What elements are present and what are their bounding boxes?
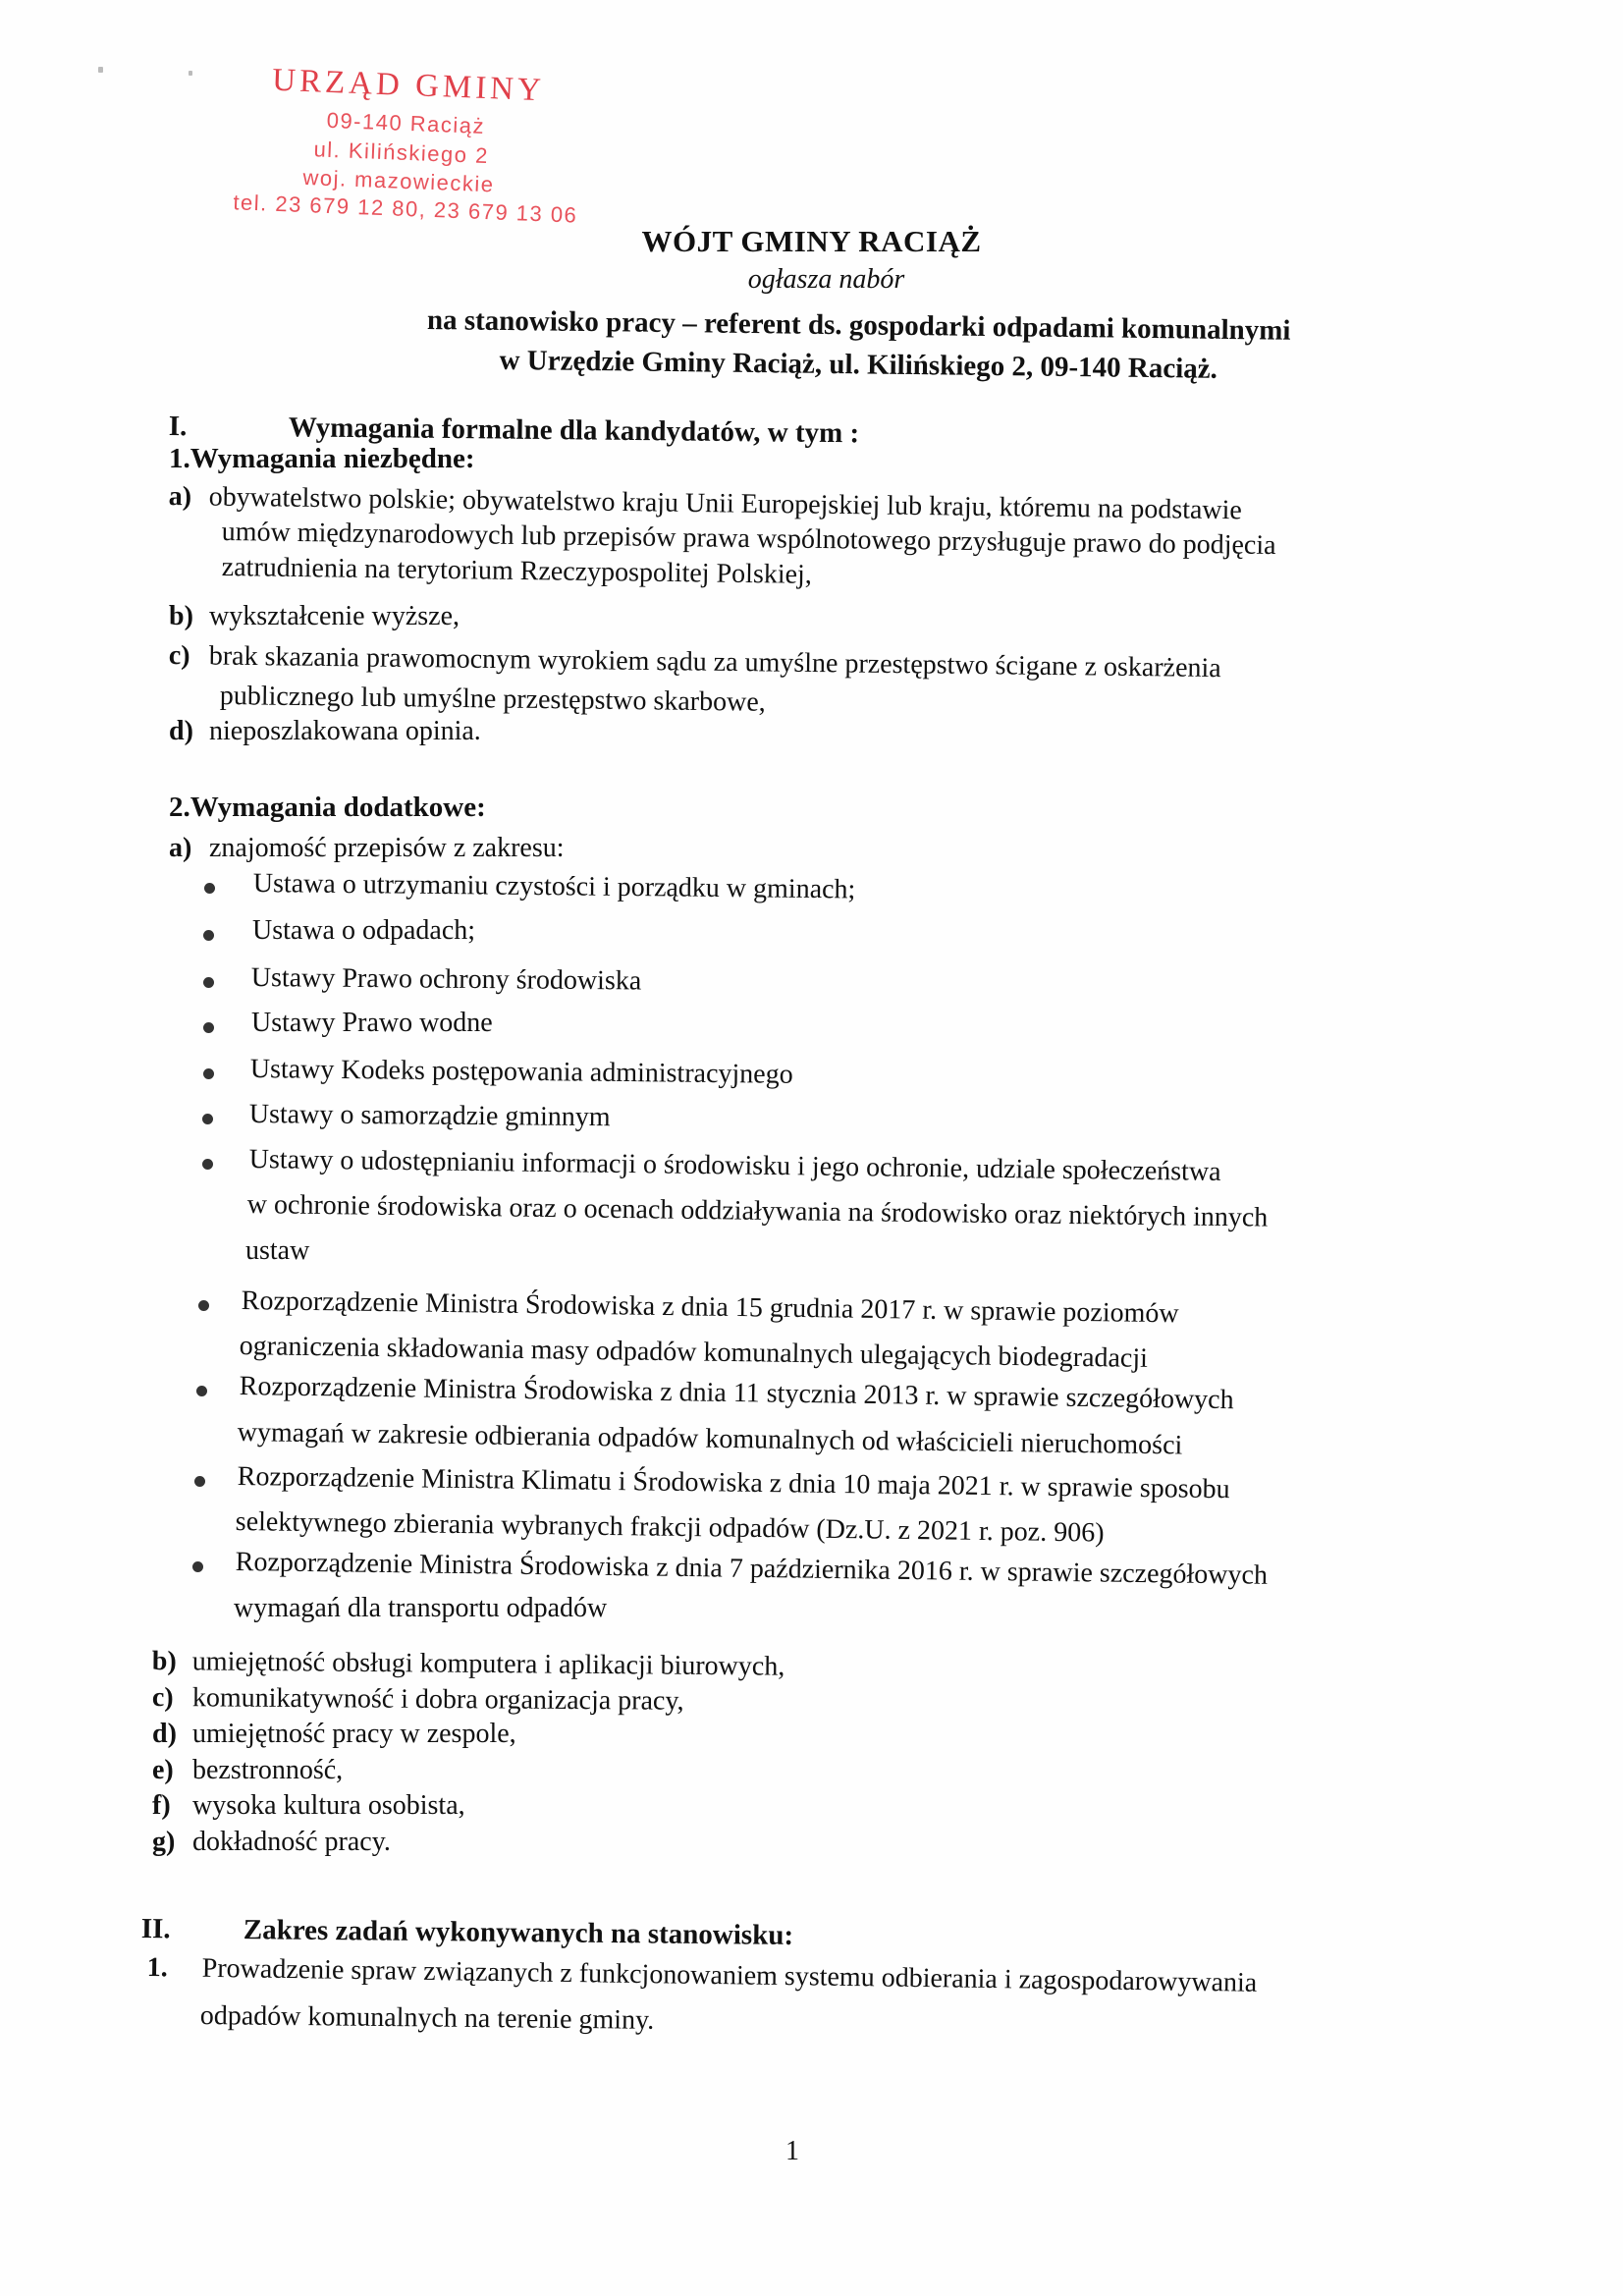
regulation-item: Ustawy o samorządzie gminnym bbox=[248, 1099, 611, 1133]
regulation-item: Ustawa o utrzymaniu czystości i porządku w gminach; bbox=[252, 868, 856, 905]
bullet-icon bbox=[192, 1561, 203, 1572]
requirement-item bbox=[152, 1790, 465, 1822]
page-number: 1 bbox=[785, 2136, 799, 2166]
bullet-icon bbox=[204, 883, 215, 894]
item-label: e) bbox=[152, 1755, 174, 1785]
requirement-item bbox=[169, 601, 460, 632]
section-number: II. bbox=[140, 1913, 171, 1945]
item-label: b) bbox=[151, 1646, 177, 1677]
scan-artifact bbox=[98, 67, 103, 73]
section-heading bbox=[141, 1913, 794, 1952]
item-label: d) bbox=[152, 1719, 177, 1749]
requirement-item bbox=[152, 1646, 785, 1683]
regulation-item-continuation: wymagań w zakresie odbierania odpadów komunalnych od właścicieli nieruchomości bbox=[237, 1417, 1183, 1461]
bullet-icon bbox=[196, 1386, 207, 1396]
bullet-icon bbox=[202, 1114, 213, 1124]
position-description bbox=[348, 300, 1370, 391]
regulation-item: Rozporządzenie Ministra Środowiska z dnia 15 grudnia 2017 r. w sprawie poziomów bbox=[241, 1285, 1179, 1330]
regulation-item-continuation: w ochronie środowiska oraz o ocenach oddziaływania na środowisko oraz niektórych innych bbox=[246, 1189, 1269, 1233]
office-stamp bbox=[231, 61, 643, 228]
requirement-item bbox=[152, 1827, 391, 1858]
regulation-item: Rozporządzenie Ministra Środowiska z dnia 7 października 2016 r. w sprawie szczegółowych bbox=[235, 1547, 1269, 1591]
regulation-item: Ustawy Prawo ochrony środowiska bbox=[250, 962, 642, 997]
item-text-continuation: odpadów komunalnych na terenie gminy. bbox=[199, 2000, 655, 2036]
item-text: obywatelstwo polskie; obywatelstwo kraju Unii Europejskiej lub kraju, któremu na podstawie bbox=[208, 481, 1243, 526]
item-text: nieposzlakowana opinia. bbox=[209, 716, 481, 746]
item-text: bezstronność, bbox=[192, 1755, 344, 1785]
bullet-icon bbox=[194, 1476, 205, 1487]
item-label: f) bbox=[152, 1790, 171, 1821]
item-label: b) bbox=[169, 601, 193, 631]
item-label: c) bbox=[168, 640, 190, 672]
item-label: c) bbox=[151, 1682, 174, 1714]
item-text: dokładność pracy. bbox=[192, 1827, 391, 1857]
regulation-item: Rozporządzenie Ministra Środowiska z dnia 11 stycznia 2013 r. w sprawie szczegółowych bbox=[239, 1371, 1234, 1416]
requirement-item bbox=[152, 1755, 343, 1786]
section-number: I. bbox=[168, 410, 188, 443]
item-text: umiejętność pracy w zespole, bbox=[192, 1719, 516, 1749]
bullet-icon bbox=[203, 977, 214, 988]
document-title: WÓJT GMINY RACIĄŻ bbox=[641, 224, 982, 258]
regulation-item: Ustawy Prawo wodne bbox=[251, 1008, 493, 1038]
bullet-icon bbox=[203, 1022, 214, 1033]
stamp-line: woj. mazowieckie bbox=[302, 164, 496, 197]
regulation-item: Ustawy o udostępnianiu informacji o środowisku i jego ochronie, udziale społeczeństwa bbox=[248, 1144, 1221, 1187]
stamp-line: tel. 23 679 12 80, 23 679 13 06 bbox=[233, 190, 578, 228]
bullet-icon bbox=[202, 1159, 213, 1170]
section-title: Wymagania formalne dla kandydatów, w tym : bbox=[288, 411, 860, 450]
bullet-icon bbox=[203, 930, 214, 941]
stamp-title: URZĄD GMINY bbox=[271, 62, 546, 109]
regulation-item-continuation: ustaw bbox=[245, 1235, 310, 1266]
section-title: Zakres zadań wykonywanych na stanowisku: bbox=[243, 1914, 794, 1951]
scan-artifact bbox=[189, 71, 192, 76]
subsection-heading: 2.Wymagania dodatkowe: bbox=[169, 792, 486, 823]
position-line: na stanowisko pracy – referent ds. gospodarki odpadami komunalnymi bbox=[426, 303, 1291, 347]
requirement-item bbox=[169, 640, 1221, 684]
requirement-item bbox=[169, 716, 481, 747]
item-text-continuation: zatrudnienia na terytorium Rzeczypospolitej Polskiej, bbox=[221, 552, 813, 590]
item-text: znajomość przepisów z zakresu: bbox=[209, 833, 565, 863]
regulation-item: Ustawy Kodeks postępowania administracyjnego bbox=[249, 1054, 793, 1090]
item-label: g) bbox=[152, 1827, 176, 1857]
item-text: wysoka kultura osobista, bbox=[192, 1790, 465, 1821]
item-text: komunikatywność i dobra organizacja pracy, bbox=[191, 1682, 684, 1717]
item-text: umiejętność obsługi komputera i aplikacji biurowych, bbox=[191, 1646, 785, 1682]
item-text: Prowadzenie spraw związanych z funkcjonowaniem systemu odbierania i zagospodarowywania bbox=[201, 1952, 1258, 1998]
subsection-heading: 1.Wymagania niezbędne: bbox=[169, 443, 475, 474]
regulation-item: Rozporządzenie Ministra Klimatu i Środowiska z dnia 10 maja 2021 r. w sprawie sposobu bbox=[237, 1461, 1230, 1505]
regulation-item: Ustawa o odpadach; bbox=[252, 915, 476, 946]
item-text: wykształcenie wyższe, bbox=[209, 601, 460, 631]
item-text-continuation: publicznego lub umyślne przestępstwo skarbowe, bbox=[219, 681, 766, 718]
stamp-line: 09-140 Raciąż bbox=[326, 107, 486, 138]
requirement-item bbox=[169, 833, 565, 864]
task-item bbox=[147, 1952, 1258, 1999]
document-subtitle: ogłasza nabór bbox=[747, 264, 905, 295]
item-text: brak skazania prawomocnym wyrokiem sądu za umyślne przestępstwo ścigane z oskarżenia bbox=[208, 640, 1221, 684]
requirement-item bbox=[152, 1719, 516, 1750]
bullet-icon bbox=[198, 1300, 209, 1311]
item-text-continuation: umów międzynarodowych lub przepisów prawa wspólnotowego przysługuje prawo do podjęcia bbox=[221, 517, 1276, 562]
item-label: 1. bbox=[146, 1952, 168, 1984]
item-label: a) bbox=[168, 481, 192, 513]
regulation-item-continuation: selektywnego zbierania wybranych frakcji odpadów (Dz.U. z 2021 r. poz. 906) bbox=[235, 1506, 1105, 1549]
item-label: d) bbox=[169, 716, 193, 746]
position-line: w Urzędzie Gminy Raciąż, ul. Kilińskiego 2, 09-140 Raciąż. bbox=[499, 344, 1218, 385]
requirement-item bbox=[152, 1682, 684, 1718]
stamp-line: ul. Kilińskiego 2 bbox=[313, 137, 490, 169]
regulation-item-continuation: wymagań dla transportu odpadów bbox=[234, 1593, 608, 1623]
item-label: a) bbox=[169, 833, 192, 863]
regulation-item-continuation: ograniczenia składowania masy odpadów komunalnych ulegających biodegradacji bbox=[239, 1331, 1149, 1374]
bullet-icon bbox=[203, 1068, 214, 1079]
